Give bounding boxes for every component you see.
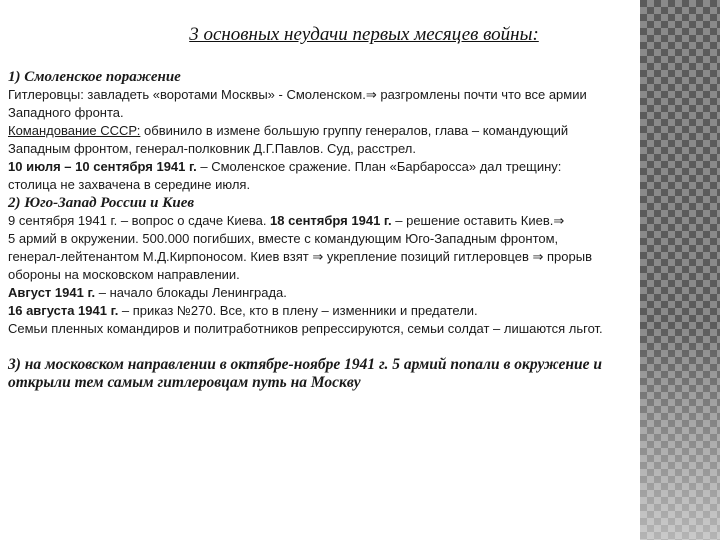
text-line: обороны на московском направлении. bbox=[8, 267, 240, 282]
arrow-icon: ⇒ bbox=[532, 249, 544, 264]
text-span: – решение оставить Киев. bbox=[391, 213, 554, 228]
text-line bbox=[8, 212, 708, 230]
text-span: – начало блокады Ленинграда. bbox=[95, 285, 287, 300]
text-span: разгромлены почти что все армии bbox=[376, 87, 587, 102]
slide-title: 3 основных неудачи первых месяцев войны: bbox=[189, 24, 539, 45]
section-heading-moscow: 3) на московском направлении в октябре-ноябре 1941 г. 5 армий попали в окружение и bbox=[8, 356, 602, 373]
underlined-label: Командование СССР: bbox=[8, 123, 141, 138]
text-line: Семьи пленных командиров и политработников репрессируются, семьи солдат – лишаются льгот. bbox=[8, 321, 603, 336]
text-span: укрепление позиций гитлеровцев bbox=[323, 249, 529, 264]
text-line bbox=[8, 158, 708, 176]
arrow-icon: ⇒ bbox=[553, 213, 565, 228]
text-line bbox=[8, 86, 708, 104]
slide-content bbox=[8, 68, 708, 392]
text-line: 5 армий в окружении. 500.000 погибших, вместе с командующим Юго-Западным фронтом, bbox=[8, 231, 559, 246]
arrow-icon: ⇒ bbox=[312, 249, 324, 264]
text-line bbox=[8, 248, 708, 266]
text-span: – Смоленское сражение. План «Барбаросса» дал трещину: bbox=[196, 159, 562, 174]
text-line bbox=[8, 284, 708, 302]
date-bold: Август 1941 г. bbox=[8, 285, 96, 300]
arrow-icon: ⇒ bbox=[365, 87, 377, 102]
text-line: Западным фронтом, генерал-полковник Д.Г.Павлов. Суд, расстрел. bbox=[8, 141, 416, 156]
section-heading-smolensk: 1) Смоленское поражение bbox=[8, 69, 181, 85]
text-line: столица не захвачена в середине июля. bbox=[8, 177, 251, 192]
text-span: генерал-лейтенантом М.Д.Кирпоносом. Киев взят bbox=[8, 249, 309, 264]
text-line bbox=[8, 122, 708, 140]
date-bold: 16 августа 1941 г. bbox=[8, 303, 119, 318]
text-span: обвинило в измене большую группу генералов, глава – командующий bbox=[140, 123, 569, 138]
section-heading-moscow-cont: открыли тем самым гитлеровцам путь на Москву bbox=[8, 374, 361, 391]
text-span: Гитлеровцы: завладеть «воротами Москвы» - Смоленском. bbox=[8, 87, 366, 102]
text-span: прорыв bbox=[543, 249, 592, 264]
text-span: 9 сентября 1941 г. – вопрос о сдаче Киева. bbox=[8, 213, 271, 228]
spacer bbox=[8, 338, 708, 356]
text-line: Западного фронта. bbox=[8, 105, 124, 120]
date-bold: 18 сентября 1941 г. bbox=[270, 213, 392, 228]
text-line bbox=[8, 302, 708, 320]
date-bold: 10 июля – 10 сентября 1941 г. bbox=[8, 159, 197, 174]
text-span: – приказ №270. Все, кто в плену – изменники и предатели. bbox=[118, 303, 478, 318]
section-heading-kiev: 2) Юго-Запад России и Киев bbox=[8, 195, 195, 211]
